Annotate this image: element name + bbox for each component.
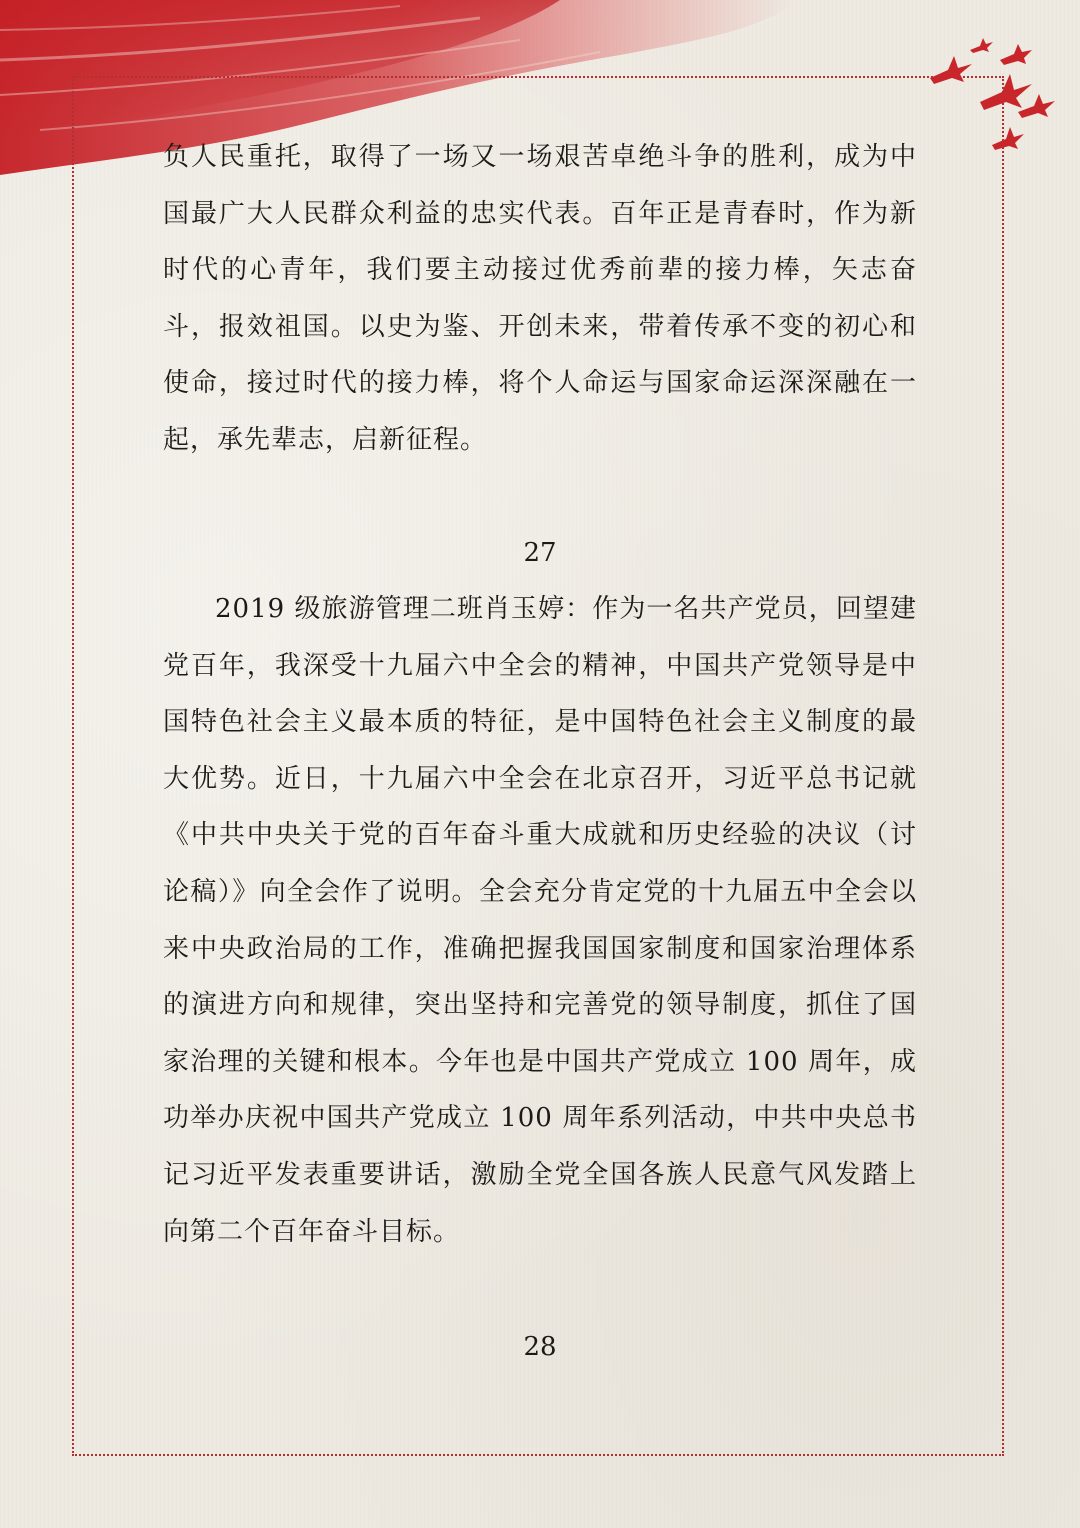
page-number-28: 28 — [523, 1332, 557, 1362]
paragraph-continuation: 负人民重托，取得了一场又一场艰苦卓绝斗争的胜利，成为中国最广大人民群众利益的忠实代表。百年正是青春时，作为新时代的心青年，我们要主动接过优秀前辈的接力棒，矢志奋斗，报效祖国。以史为鉴、开创未来，带着传承不变的初心和使命，接过时代的接力棒，将个人命运与国家命运深深融在一起，承先辈志，启新征程。 — [163, 142, 917, 455]
flying-doves-decoration-icon — [910, 20, 1060, 180]
page-number-27: 27 — [523, 538, 557, 568]
paragraph-student-reflection: 2019 级旅游管理二班肖玉婷：作为一名共产党员，回望建党百年，我深受十九届六中全会的精神，中国共产党领导是中国特色社会主义最本质的特征，是中国特色社会主义制度的最大优势。近日，十九届六中全会在北京召开，习近平总书记就《中共中央关于党的百年奋斗重大成就和历史经验的决议（讨论稿）》向全会作了说明。全会充分肯定党的十九届五中全会以来中央政治局的工作，准确把握我国国家制度和国家治理体系的演进方向和规律，突出坚持和完善党的领导制度，抓住了国家治理的关键和根本。今年也是中国共产党成立 100 周年，成功举办庆祝中国共产党成立 100 周年系列活动，中共中央总书记习近平发表重要讲话，激励全党全国各族人民意气风发踏上向第二个百年奋斗目标。 — [163, 594, 917, 1247]
